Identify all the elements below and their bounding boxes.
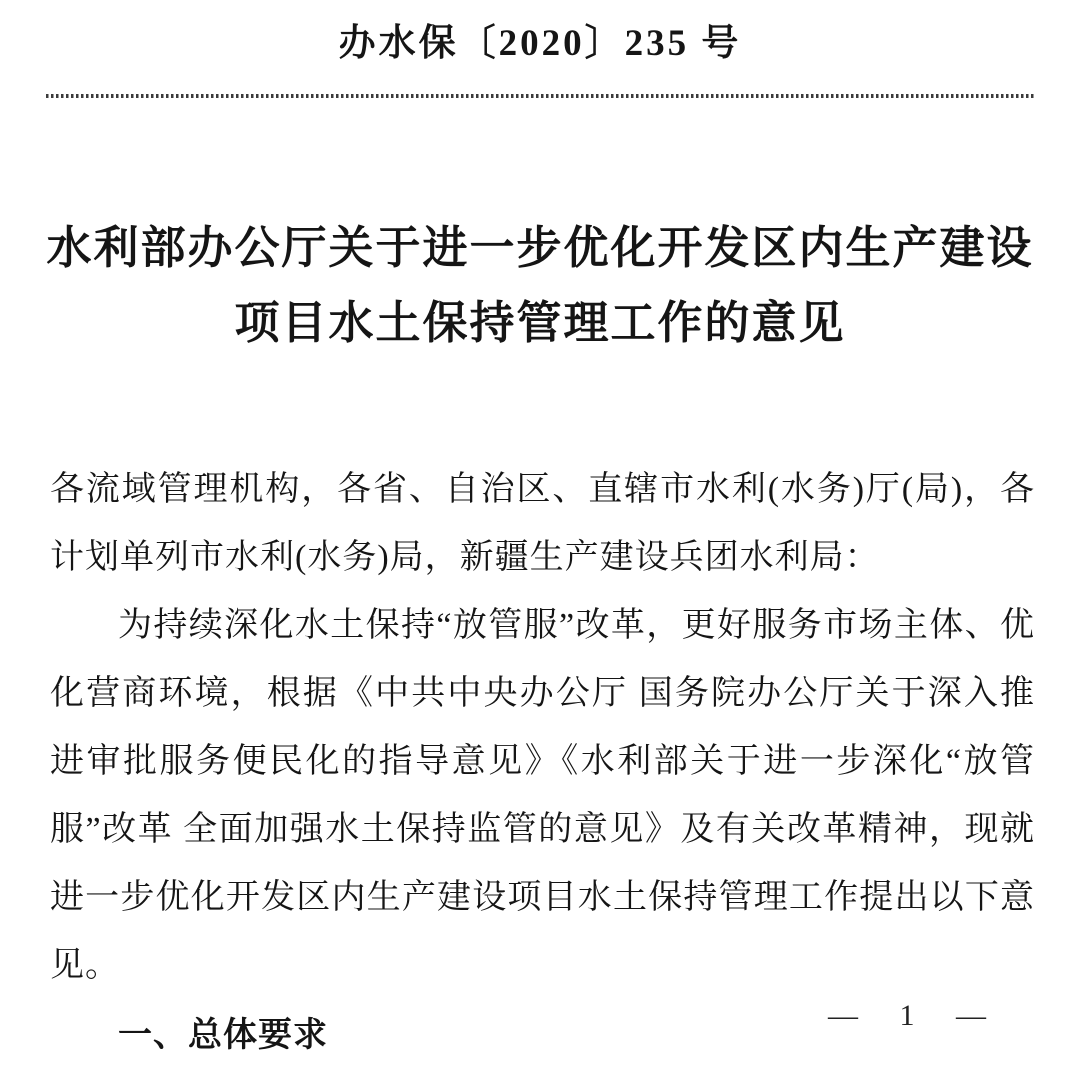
document-title-line-1: 水利部办公厅关于进一步优化开发区内生产建设 <box>46 222 1034 273</box>
dotted-separator <box>46 94 1036 98</box>
document-body <box>50 456 1035 1070</box>
section-heading-1: 一、总体要求 <box>118 1016 328 1054</box>
page-number: — 1 — <box>828 999 996 1032</box>
document-number: 办水保〔2020〕235 号 <box>338 23 742 64</box>
document-title <box>40 210 1040 360</box>
salutation-paragraph: 各流域管理机构，各省、自治区、直辖市水利(水务)厅(局)，各计划单列市水利(水务)局，新疆生产建设兵团水利局： <box>50 471 1035 576</box>
intro-paragraph: 为持续深化水土保持“放管服”改革，更好服务市场主体、优化营商环境，根据《中共中央办公厅 国务院办公厅关于深入推进审批服务便民化的指导意见》《水利部关于进一步深化“放管服”改革 全面加强水土保持监管的意见》及有关改革精神，现就进一步优化开发区内生产建设项目水土保持管理工作提出以下意见。 <box>50 607 1035 984</box>
document-title-line-2: 项目水土保持管理工作的意见 <box>234 297 846 348</box>
